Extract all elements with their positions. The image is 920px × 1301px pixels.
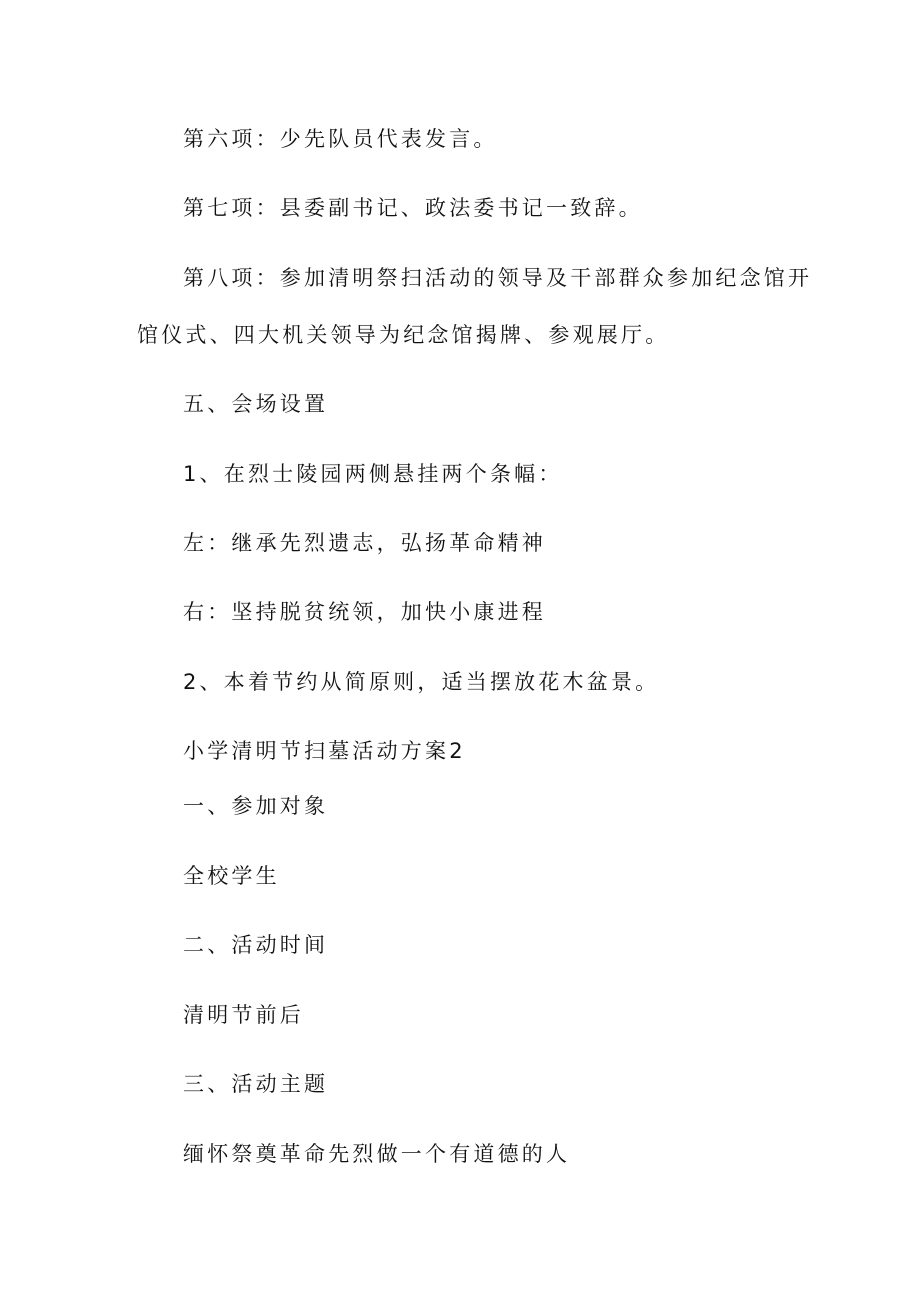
- plan-title-2: 小学清明节扫墓活动方案2: [183, 739, 466, 763]
- participants-text: 全校学生: [183, 864, 280, 888]
- paragraph-item-8-line1: 第八项：参加清明祭扫活动的领导及干部群众参加纪念馆开: [183, 266, 813, 290]
- section-heading-venue: 五、会场设置: [183, 392, 329, 416]
- paragraph-item-8-line2: 馆仪式、四大机关领导为纪念馆揭牌、参观展厅。: [137, 323, 670, 347]
- paragraph-item-6: 第六项：少先队员代表发言。: [183, 127, 498, 151]
- theme-text: 缅怀祭奠革命先烈做一个有道德的人: [183, 1142, 571, 1166]
- venue-item-1: 1、在烈士陵园两侧悬挂两个条幅：: [183, 462, 563, 486]
- section-heading-participants: 一、参加对象: [183, 794, 329, 818]
- section-heading-time: 二、活动时间: [183, 933, 329, 957]
- time-text: 清明节前后: [183, 1003, 304, 1027]
- section-heading-theme: 三、活动主题: [183, 1072, 329, 1096]
- venue-item-2: 2、本着节约从简原则，适当摆放花木盆景。: [183, 670, 660, 694]
- paragraph-item-7: 第七项：县委副书记、政法委书记一致辞。: [183, 196, 643, 220]
- banner-right: 右：坚持脱贫统领，加快小康进程: [183, 600, 546, 624]
- banner-left: 左：继承先烈遗志，弘扬革命精神: [183, 531, 546, 555]
